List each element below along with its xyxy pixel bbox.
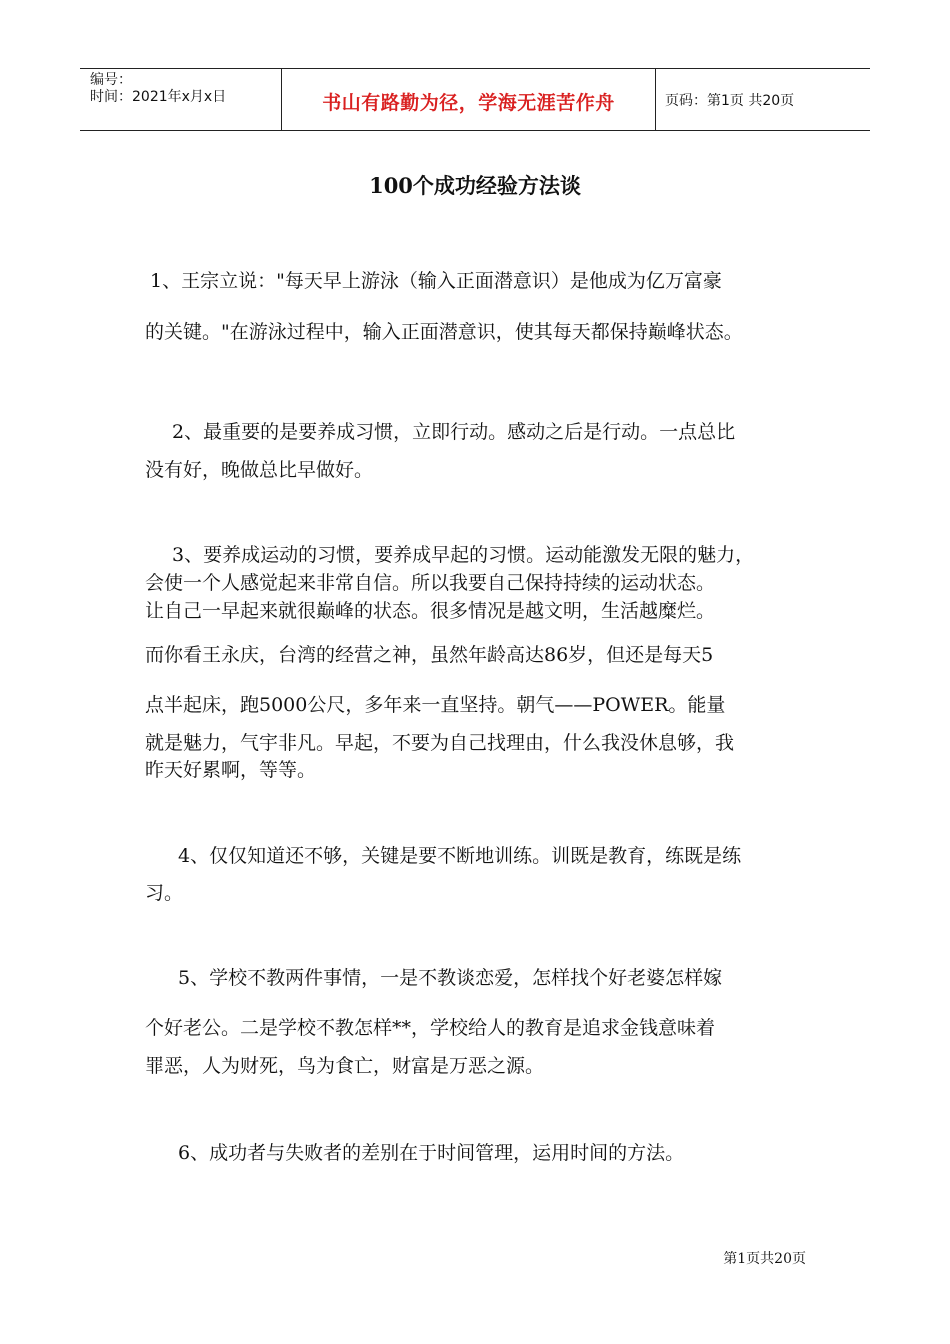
paragraph-4-line-1: 4、仅仅知道还不够，关键是要不断地训练。训既是教育，练既是练 xyxy=(178,845,742,867)
paragraph-1-line-1: 1、王宗立说："每天早上游泳（输入正面潜意识）是他成为亿万富豪 xyxy=(150,270,722,292)
header-motto-cell xyxy=(281,69,656,130)
paragraph-5-line-2: 个好老公。二是学校不教怎样**，学校给人的教育是追求金钱意味着 xyxy=(145,1017,716,1039)
paragraph-3-line-1: 3、要养成运动的习惯，要养成早起的习惯。运动能激发无限的魅力， xyxy=(172,544,755,566)
page-footer: 第1页共20页 xyxy=(723,1251,806,1267)
paragraph-5-line-1: 5、学校不教两件事情，一是不教谈恋爱，怎样找个好老婆怎样嫁 xyxy=(178,967,723,989)
header-info-cell xyxy=(80,69,281,130)
header-table xyxy=(80,68,870,131)
document-date-label: 时间：2021年x月x日 xyxy=(90,89,227,105)
paragraph-4-line-2: 习。 xyxy=(145,882,184,904)
paragraph-3-line-7: 昨天好累啊，等等。 xyxy=(145,759,317,781)
paragraph-6-line-1: 6、成功者与失败者的差别在于时间管理，运用时间的方法。 xyxy=(178,1142,685,1164)
document-number-label: 编号： xyxy=(90,72,132,88)
paragraph-3-line-6: 就是魅力，气宇非凡。早起，不要为自己找理由，什么我没休息够，我 xyxy=(145,732,735,754)
header-page-label: 页码：第1页 共20页 xyxy=(665,93,795,109)
paragraph-3-line-4: 而你看王永庆，台湾的经营之神，虽然年龄高达86岁，但还是每天5 xyxy=(145,644,714,666)
paragraph-5-line-3: 罪恶，人为财死，鸟为食亡，财富是万恶之源。 xyxy=(145,1055,545,1077)
paragraph-3-line-5: 点半起床，跑5000公尺，多年来一直坚持。朝气——POWER。能量 xyxy=(145,694,726,716)
header-page-cell xyxy=(655,69,870,130)
paragraph-1-line-2: 的关键。"在游泳过程中，输入正面潜意识，使其每天都保持巅峰状态。 xyxy=(145,321,743,343)
paragraph-3-line-2: 会使一个人感觉起来非常自信。所以我要自己保持持续的运动状态。 xyxy=(145,572,716,594)
paragraph-2-line-1: 2、最重要的是要养成习惯，立即行动。感动之后是行动。一点总比 xyxy=(172,421,736,443)
page-title: 100个成功经验方法谈 xyxy=(369,173,581,198)
paragraph-3-line-3: 让自己一早起来就很巅峰的状态。很多情况是越文明，生活越糜烂。 xyxy=(145,600,716,622)
header-motto: 书山有路勤为径，学海无涯苦作舟 xyxy=(322,92,615,114)
paragraph-2-line-2: 没有好，晚做总比早做好。 xyxy=(145,459,374,481)
